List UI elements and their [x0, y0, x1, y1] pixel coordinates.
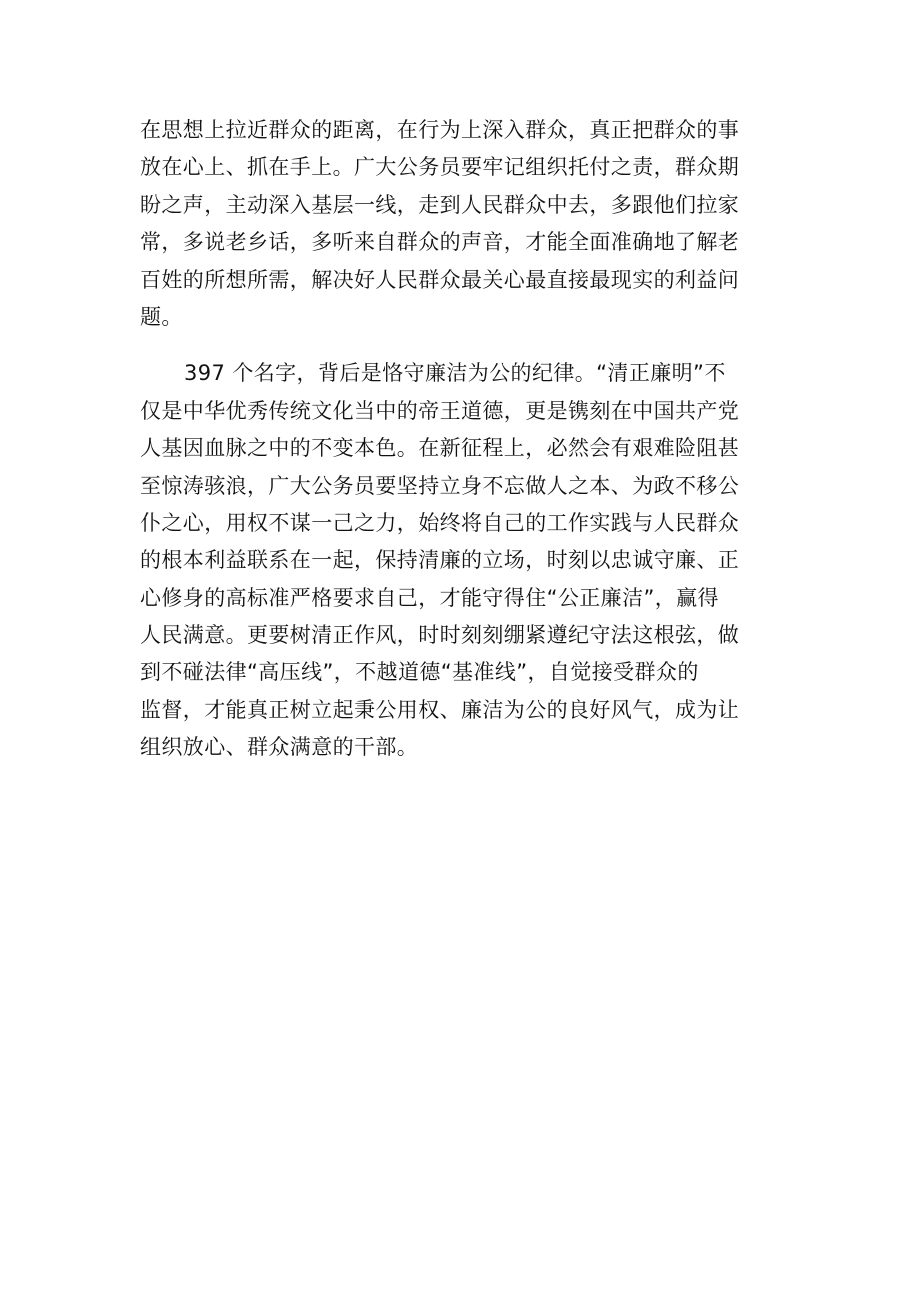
paragraph-line: 仅是中华优秀传统文化当中的帝王道德，更是镌刻在中国共产党: [140, 398, 740, 423]
paragraph-line: 397 个名字，背后是恪守廉洁为公的纪律。“清正廉明”不: [184, 361, 726, 386]
paragraph-2: [140, 355, 792, 766]
paragraph-line: 常，多说老乡话，多听来自群众的声音，才能全面准确地了解老: [140, 230, 740, 255]
paragraph-line: 盼之声，主动深入基层一线，走到人民群众中去，多跟他们拉家: [140, 192, 740, 217]
paragraph-line: 仆之心，用权不谋一己之力，始终将自己的工作实践与人民群众: [140, 510, 740, 535]
paragraph-line: 百姓的所想所需，解决好人民群众最关心最直接最现实的利益问: [140, 267, 740, 292]
paragraph-line: 的根本利益联系在一起，保持清廉的立场，时刻以忠诚守廉、正: [140, 548, 740, 573]
paragraph-line: 至惊涛骇浪，广大公务员要坚持立身不忘做人之本、为政不移公: [140, 473, 740, 498]
paragraph-line: 组织放心、群众满意的干部。: [140, 735, 419, 760]
paragraph-line: 在思想上拉近群众的距离，在行为上深入群众，真正把群众的事: [140, 118, 740, 142]
paragraph-line: 心修身的高标准严格要求自己，才能守得住“公正廉洁”，赢得: [140, 585, 719, 610]
paragraph-line: 放在心上、抓在手上。广大公务员要牢记组织托付之责，群众期: [140, 155, 740, 180]
paragraph-line: 题。: [140, 304, 183, 329]
paragraph-line: 人基因血脉之中的不变本色。在新征程上，必然会有艰难险阻甚: [140, 436, 740, 461]
document-body: [140, 112, 792, 767]
paragraph-line: 到不碰法律“高压线”，不越道德“基准线”，自觉接受群众的: [140, 660, 699, 685]
paragraph-line: 监督，才能真正树立起秉公用权、廉洁为公的良好风气，成为让: [140, 697, 740, 722]
paragraph-1: [140, 112, 792, 336]
paragraph-line: 人民满意。更要树清正作风，时时刻刻绷紧遵纪守法这根弦，做: [140, 623, 740, 648]
